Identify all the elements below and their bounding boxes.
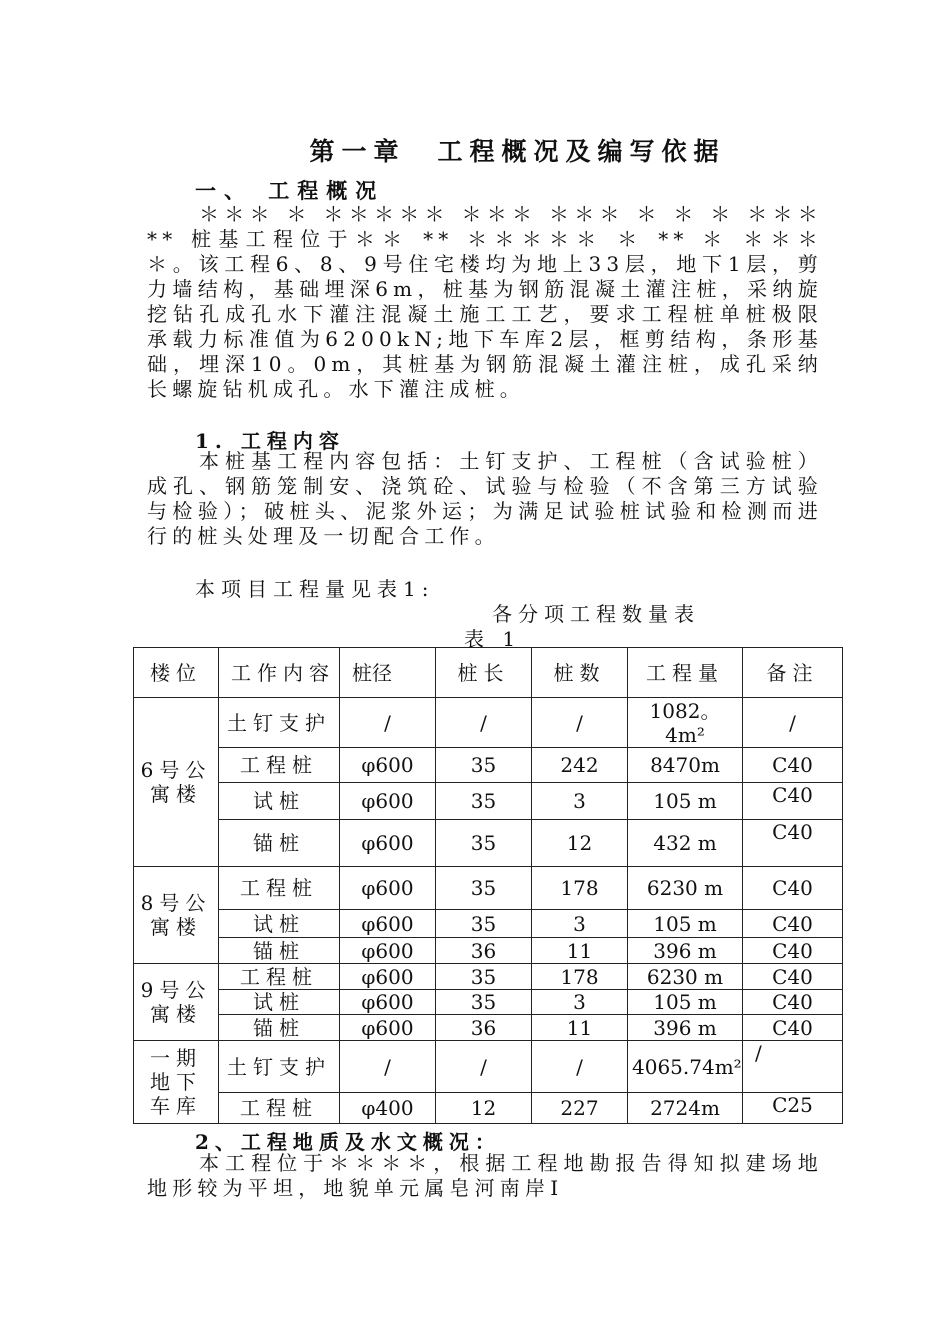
length-cell: 35 bbox=[436, 990, 532, 1015]
subheading-geology: 2、工程地质及水文概况： bbox=[195, 1130, 501, 1154]
section-heading-overview: 一、 工程概况 bbox=[195, 178, 385, 203]
work-cell: 试桩 bbox=[219, 783, 340, 820]
table-row bbox=[134, 1093, 843, 1124]
table-row bbox=[134, 698, 843, 748]
note-cell: C40 bbox=[743, 910, 843, 938]
diameter-cell: φ600 bbox=[340, 820, 436, 867]
note-cell: C40 bbox=[743, 820, 843, 867]
note-cell: C40 bbox=[743, 938, 843, 964]
table-caption: 各分项工程数量表 bbox=[492, 602, 700, 626]
note-cell: / bbox=[743, 1041, 843, 1093]
note-cell: C40 bbox=[743, 990, 843, 1015]
note-cell: C40 bbox=[743, 748, 843, 783]
quantity-cell: 396 m bbox=[628, 938, 743, 964]
header-cell: 桩数 bbox=[532, 648, 628, 698]
work-cell: 试桩 bbox=[219, 990, 340, 1015]
length-cell: / bbox=[436, 1041, 532, 1093]
building-cell: 9号公寓楼 bbox=[134, 964, 219, 1041]
table-row bbox=[134, 938, 843, 964]
header-cell: 桩长 bbox=[436, 648, 532, 698]
diameter-cell: φ600 bbox=[340, 938, 436, 964]
quantity-cell: 105 m bbox=[628, 783, 743, 820]
work-cell: 锚桩 bbox=[219, 820, 340, 867]
header-cell: 楼位 bbox=[134, 648, 219, 698]
work-cell: 试桩 bbox=[219, 910, 340, 938]
header-cell: 工作内容 bbox=[219, 648, 340, 698]
table-row bbox=[134, 783, 843, 820]
overview-paragraph: ＊＊＊ ＊ ＊＊＊＊＊ ＊＊＊ ＊＊＊ ＊ ＊ ＊ ＊＊＊** 桩基工程位于＊＊ ** ＊＊＊＊＊ ＊ ** ＊ ＊＊＊＊。该工程6、8、9号住宅楼均为地上33层，地下1层，剪力墙结构，基础埋深6m，桩基为钢筋混凝土灌注桩，采纳旋挖钻孔成孔水下灌注混凝土施工工艺，要求工程桩单桩极限承载力标准值为6200kN;地下车库2层，框剪结构，条形基础，埋深10。0m，其桩基为钢筋混凝土灌注桩，成孔采纳长螺旋钻机成孔。水下灌注成桩。 bbox=[147, 202, 823, 401]
work-cell: 工程桩 bbox=[219, 964, 340, 990]
work-cell: 工程桩 bbox=[219, 748, 340, 783]
building-cell: 8号公寓楼 bbox=[134, 867, 219, 964]
diameter-cell: φ600 bbox=[340, 783, 436, 820]
count-cell: 242 bbox=[532, 748, 628, 783]
diameter-cell: / bbox=[340, 698, 436, 748]
geology-paragraph: 本工程位于＊＊＊＊，根据工程地勘报告得知拟建场地地形较为平坦，地貌单元属皂河南岸I bbox=[147, 1151, 823, 1200]
table-label: 表 1 bbox=[464, 627, 522, 651]
count-cell: 178 bbox=[532, 867, 628, 910]
work-cell: 土钉支护 bbox=[219, 698, 340, 748]
diameter-cell: φ600 bbox=[340, 964, 436, 990]
length-cell: 35 bbox=[436, 867, 532, 910]
note-cell: C40 bbox=[743, 964, 843, 990]
length-cell: / bbox=[436, 698, 532, 748]
quantity-cell: 8470m bbox=[628, 748, 743, 783]
length-cell: 35 bbox=[436, 964, 532, 990]
table-row bbox=[134, 964, 843, 990]
quantity-cell: 6230 m bbox=[628, 867, 743, 910]
table-header-row bbox=[134, 648, 843, 698]
count-cell: 178 bbox=[532, 964, 628, 990]
quantity-cell: 396 m bbox=[628, 1015, 743, 1041]
length-cell: 36 bbox=[436, 938, 532, 964]
subheading-work-content: 1. 工程内容 bbox=[195, 429, 345, 453]
header-cell: 备注 bbox=[743, 648, 843, 698]
length-cell: 35 bbox=[436, 820, 532, 867]
table-row bbox=[134, 1015, 843, 1041]
note-cell: C40 bbox=[743, 1015, 843, 1041]
quantity-intro: 本项目工程量见表1: bbox=[195, 577, 435, 601]
count-cell: 3 bbox=[532, 910, 628, 938]
quantity-cell: 432 m bbox=[628, 820, 743, 867]
count-cell: 11 bbox=[532, 938, 628, 964]
count-cell: 3 bbox=[532, 990, 628, 1015]
length-cell: 35 bbox=[436, 783, 532, 820]
count-cell: / bbox=[532, 698, 628, 748]
diameter-cell: φ600 bbox=[340, 910, 436, 938]
length-cell: 12 bbox=[436, 1093, 532, 1124]
count-cell: 227 bbox=[532, 1093, 628, 1124]
work-cell: 土钉支护 bbox=[219, 1041, 340, 1093]
count-cell: / bbox=[532, 1041, 628, 1093]
table-row bbox=[134, 1041, 843, 1093]
note-cell: / bbox=[743, 698, 843, 748]
quantity-cell: 105 m bbox=[628, 990, 743, 1015]
table-row bbox=[134, 748, 843, 783]
diameter-cell: φ600 bbox=[340, 748, 436, 783]
diameter-cell: φ600 bbox=[340, 990, 436, 1015]
table-row bbox=[134, 990, 843, 1015]
table-row bbox=[134, 820, 843, 867]
quantity-cell: 105 m bbox=[628, 910, 743, 938]
diameter-cell: / bbox=[340, 1041, 436, 1093]
work-cell: 锚桩 bbox=[219, 1015, 340, 1041]
chapter-title: 第一章 工程概况及编写依据 bbox=[309, 137, 726, 166]
quantity-cell: 2724m bbox=[628, 1093, 743, 1124]
quantity-table bbox=[133, 647, 843, 1124]
header-cell: 桩径 bbox=[340, 648, 436, 698]
building-cell: 6号公寓楼 bbox=[134, 698, 219, 867]
building-cell: 一期地下车库 bbox=[134, 1041, 219, 1124]
table-row bbox=[134, 867, 843, 910]
length-cell: 36 bbox=[436, 1015, 532, 1041]
count-cell: 11 bbox=[532, 1015, 628, 1041]
diameter-cell: φ600 bbox=[340, 1015, 436, 1041]
table-row bbox=[134, 910, 843, 938]
quantity-cell: 1082。4m² bbox=[628, 698, 743, 748]
note-cell: C40 bbox=[743, 783, 843, 820]
work-cell: 工程桩 bbox=[219, 1093, 340, 1124]
length-cell: 35 bbox=[436, 748, 532, 783]
quantity-cell: 6230 m bbox=[628, 964, 743, 990]
diameter-cell: φ600 bbox=[340, 867, 436, 910]
header-cell: 工程量 bbox=[628, 648, 743, 698]
quantity-cell: 4065.74m² bbox=[628, 1041, 743, 1093]
count-cell: 3 bbox=[532, 783, 628, 820]
count-cell: 12 bbox=[532, 820, 628, 867]
diameter-cell: φ400 bbox=[340, 1093, 436, 1124]
work-content-paragraph: 本桩基工程内容包括：土钉支护、工程桩（含试验桩）成孔、钢筋笼制安、浇筑砼、试验与检验（不含第三方试验与检验）；破桩头、泥浆外运；为满足试验桩试验和检测而进行的桩头处理及一切配合工作。 bbox=[147, 449, 823, 548]
work-cell: 锚桩 bbox=[219, 938, 340, 964]
work-cell: 工程桩 bbox=[219, 867, 340, 910]
note-cell: C25 bbox=[743, 1093, 843, 1124]
length-cell: 35 bbox=[436, 910, 532, 938]
note-cell: C40 bbox=[743, 867, 843, 910]
